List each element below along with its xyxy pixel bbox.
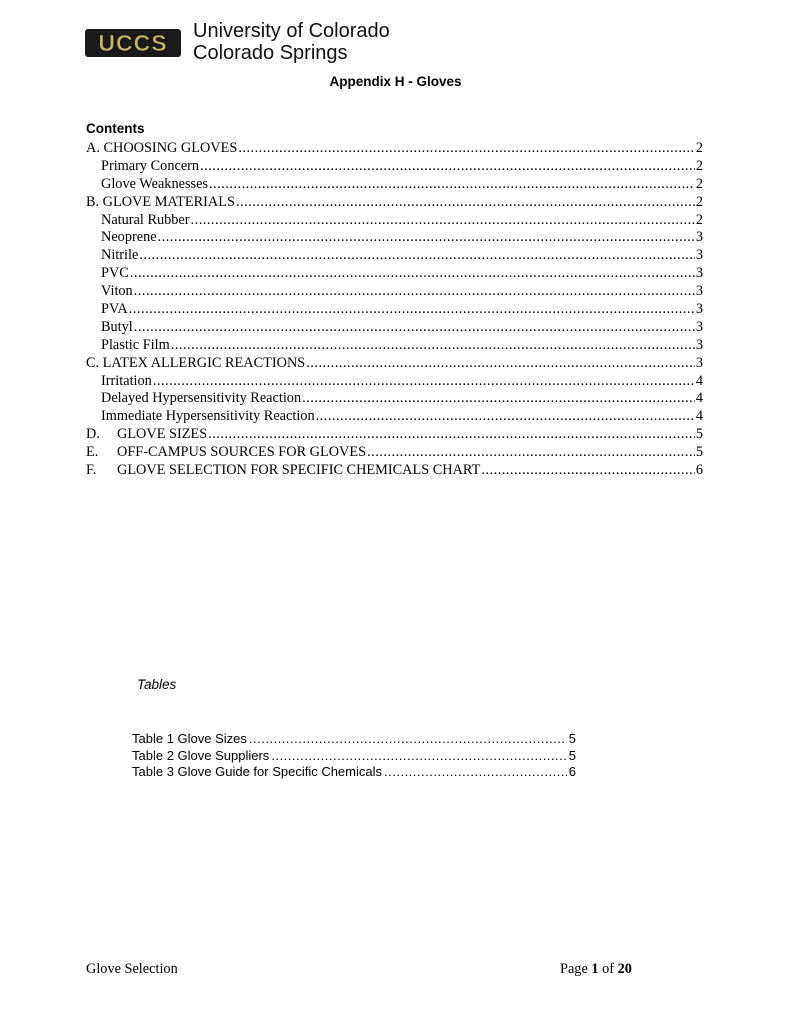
toc-entry-title: Delayed Hypersensitivity Reaction <box>101 390 302 407</box>
toc-entry-page: 2 <box>695 157 703 174</box>
toc-dot-leader <box>130 265 695 283</box>
toc-entry[interactable] <box>86 337 703 355</box>
toc-entry[interactable] <box>86 194 703 212</box>
toc-entry-title: Nitrile <box>101 247 139 264</box>
toc-dot-leader <box>129 301 695 319</box>
toc-entry-page: 3 <box>695 318 703 335</box>
toc-entry[interactable] <box>86 355 703 373</box>
toc-entry[interactable] <box>86 390 703 408</box>
toc-entry-title: A. CHOOSING GLOVES <box>86 140 238 156</box>
toc-entry[interactable] <box>86 247 703 265</box>
footer-document-name: Glove Selection <box>86 961 178 977</box>
toc-entry-page: 2 <box>695 193 703 210</box>
toc-entry-page: 3 <box>695 247 703 264</box>
toc-dot-leader <box>481 462 695 480</box>
toc-entry-page: 2 <box>695 175 703 192</box>
toc-dot-leader <box>134 283 695 301</box>
toc-entry-page: 3 <box>695 229 703 246</box>
toc-dot-leader <box>171 337 695 355</box>
toc-entry-title: Natural Rubber <box>101 211 190 228</box>
toc-entry-title: Butyl <box>101 318 133 335</box>
page-of: of <box>602 961 615 977</box>
toc-dot-leader <box>236 194 695 212</box>
toc-entry-title: Glove Weaknesses <box>101 175 208 192</box>
toc-entry-title: Plastic Film <box>101 336 170 353</box>
toc-entry-page: 4 <box>695 390 703 407</box>
toc-entry-title: PVA <box>101 301 128 318</box>
toc-dot-leader <box>238 140 695 158</box>
toc-dot-leader <box>153 373 695 391</box>
toc-entry-title: GLOVE SIZES <box>117 426 208 443</box>
toc-dot-leader <box>302 390 695 408</box>
toc-entry-page: 3 <box>695 336 703 353</box>
toc-dot-leader <box>209 176 695 194</box>
university-name <box>193 20 390 64</box>
toc-entry[interactable] <box>86 408 703 426</box>
toc-entry-title: C. LATEX ALLERGIC REACTIONS <box>86 354 306 371</box>
table-entry-title: Table 3 Glove Guide for Specific Chemicals <box>132 764 383 779</box>
toc-entry-title: GLOVE SELECTION FOR SPECIFIC CHEMICALS CHART <box>117 462 481 479</box>
toc-entry[interactable] <box>86 462 703 480</box>
toc-entry-title: OFF-CAMPUS SOURCES FOR GLOVES <box>117 444 367 461</box>
toc-dot-leader <box>139 247 695 265</box>
table-list-entry[interactable] <box>132 731 576 748</box>
page-current: 1 <box>591 961 599 977</box>
toc-entry-page: 4 <box>695 408 703 425</box>
toc-entry-page: 2 <box>695 140 703 156</box>
table-of-tables <box>132 731 576 781</box>
toc-entry[interactable] <box>86 444 703 462</box>
toc-entry-title: B. GLOVE MATERIALS <box>86 193 235 210</box>
toc-entry-number: D. <box>86 426 100 443</box>
toc-entry[interactable] <box>86 140 703 158</box>
tables-heading: Tables <box>137 677 177 692</box>
toc-entry-title: Primary Concern <box>101 157 200 174</box>
toc-entry-page: 6 <box>695 462 703 479</box>
toc-entry[interactable] <box>86 283 703 301</box>
toc-entry[interactable] <box>86 426 703 444</box>
toc-entry-number: E. <box>86 444 99 461</box>
table-entry-title: Table 1 Glove Sizes <box>132 731 247 746</box>
toc-entry[interactable] <box>86 158 703 176</box>
toc-entry-page: 4 <box>695 372 703 389</box>
toc-entry-page: 2 <box>695 211 703 228</box>
table-entry-page: 5 <box>568 731 576 746</box>
document-title: Appendix H - Gloves <box>329 74 462 89</box>
table-entry-title: Table 2 Glove Suppliers <box>132 747 270 763</box>
toc-entry-page: 3 <box>695 301 703 318</box>
table-dot-leader <box>249 731 567 748</box>
toc-entry-page: 3 <box>695 354 703 371</box>
toc-dot-leader <box>158 229 695 247</box>
table-list-entry[interactable] <box>132 748 576 765</box>
toc-dot-leader <box>200 158 695 176</box>
uccs-logo <box>84 28 182 58</box>
table-entry-page: 6 <box>568 764 576 779</box>
table-list-entry[interactable] <box>132 764 576 781</box>
page-total: 20 <box>617 961 632 977</box>
toc-entry[interactable] <box>86 301 703 319</box>
toc-entry-title: PVC <box>101 265 129 282</box>
toc-dot-leader <box>134 319 695 337</box>
header <box>84 20 444 70</box>
university-line1: University of Colorado <box>193 20 390 42</box>
footer-page-number <box>560 961 632 978</box>
toc-dot-leader <box>367 444 695 462</box>
toc-entry-title: Viton <box>101 283 133 300</box>
toc-entry-number: F. <box>86 462 97 479</box>
table-of-contents <box>86 140 703 480</box>
contents-heading: Contents <box>86 121 145 136</box>
page-label: Page <box>560 961 588 977</box>
toc-dot-leader <box>306 355 695 373</box>
toc-dot-leader <box>191 212 695 230</box>
toc-entry-page: 5 <box>695 426 703 443</box>
toc-entry[interactable] <box>86 229 703 247</box>
university-line2: Colorado Springs <box>193 42 348 64</box>
toc-dot-leader <box>316 408 695 426</box>
svg-text:UCCS: UCCS <box>98 30 168 56</box>
table-dot-leader <box>384 764 567 781</box>
table-entry-page: 5 <box>568 747 576 763</box>
toc-entry-title: Neoprene <box>101 229 157 246</box>
toc-entry-page: 3 <box>695 283 703 300</box>
toc-entry[interactable] <box>86 176 703 194</box>
toc-entry[interactable] <box>86 212 703 230</box>
toc-entry-page: 3 <box>695 265 703 282</box>
toc-entry-page: 5 <box>695 444 703 461</box>
toc-entry[interactable] <box>86 319 703 337</box>
toc-entry[interactable] <box>86 373 703 391</box>
table-dot-leader <box>271 748 566 765</box>
toc-entry-title: Irritation <box>101 372 152 389</box>
toc-entry-title: Immediate Hypersensitivity Reaction <box>101 408 315 425</box>
toc-dot-leader <box>208 426 695 444</box>
toc-entry[interactable] <box>86 265 703 283</box>
